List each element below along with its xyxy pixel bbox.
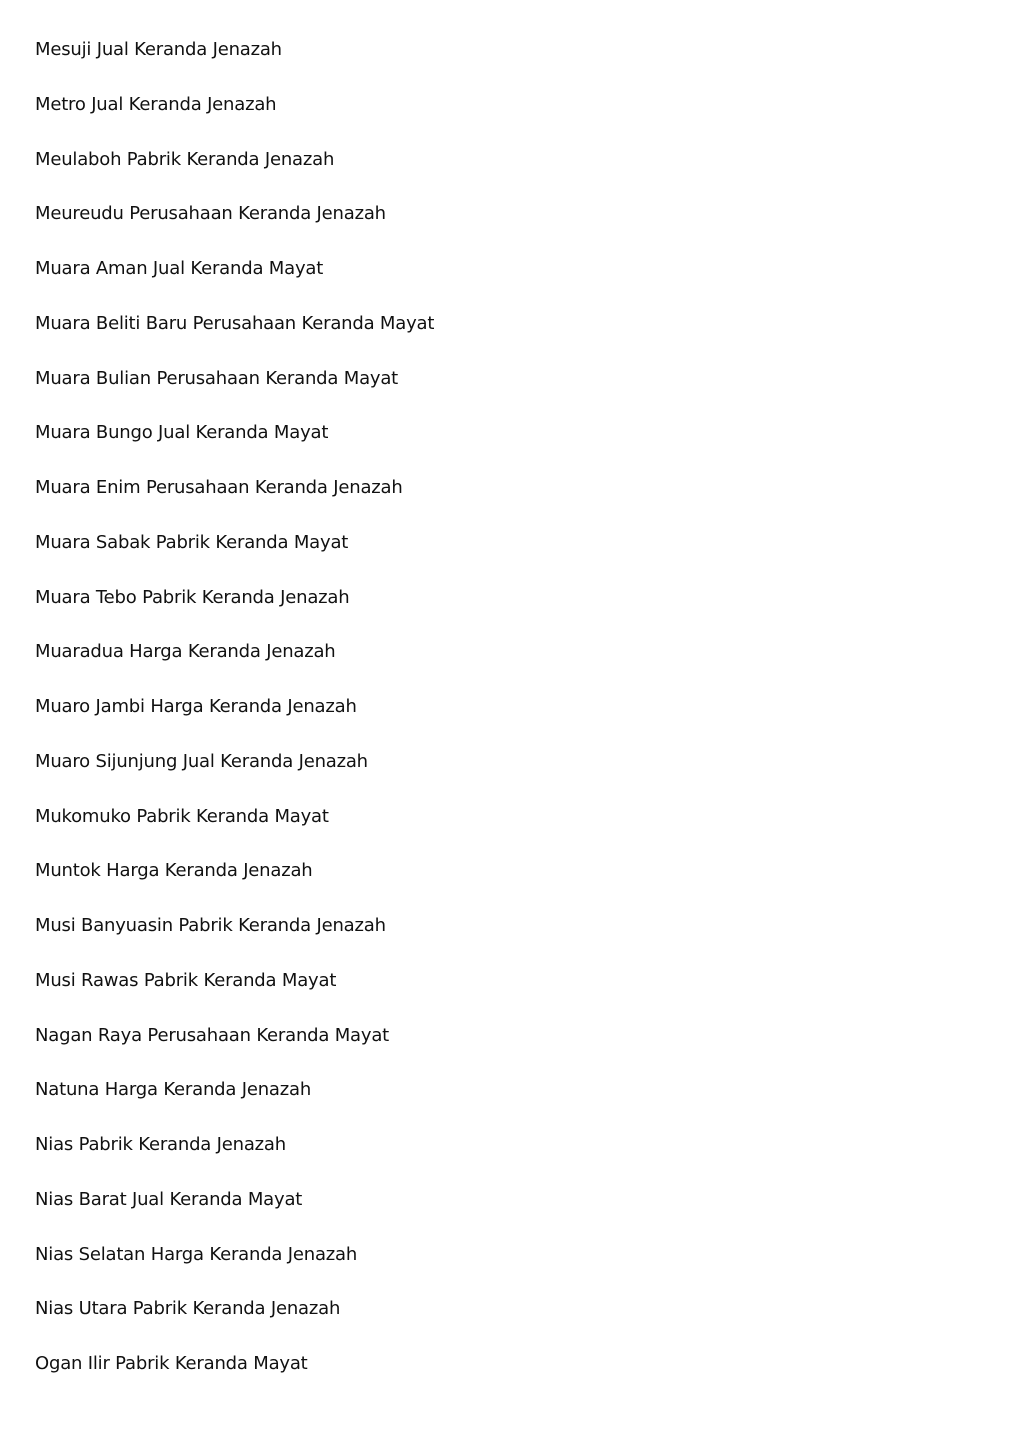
list-item: Muntok Harga Keranda Jenazah: [35, 860, 313, 882]
list-item: Musi Banyuasin Pabrik Keranda Jenazah: [35, 915, 386, 936]
list-item: Muara Sabak Pabrik Keranda Mayat: [35, 531, 349, 553]
list-item: Nagan Raya Perusahaan Keranda Mayat: [35, 1024, 390, 1046]
list-item: Muara Beliti Baru Perusahaan Keranda Mayat: [35, 312, 435, 334]
keyword-list: [35, 36, 434, 1405]
list-item: Natuna Harga Keranda Jenazah: [35, 1079, 312, 1101]
list-item: Meulaboh Pabrik Keranda Jenazah: [35, 148, 335, 170]
list-item: Meureudu Perusahaan Keranda Jenazah: [35, 203, 386, 225]
list-item: Muaro Sijunjung Jual Keranda Jenazah: [35, 750, 368, 772]
list-item: Nias Barat Jual Keranda Mayat: [35, 1188, 303, 1210]
list-item: Muaro Jambi Harga Keranda Jenazah: [35, 696, 357, 717]
list-item: Nias Pabrik Keranda Jenazah: [35, 1134, 286, 1155]
list-item: Musi Rawas Pabrik Keranda Mayat: [35, 969, 337, 991]
list-item: Muara Enim Perusahaan Keranda Jenazah: [35, 477, 403, 498]
list-item: Muara Bulian Perusahaan Keranda Mayat: [35, 367, 399, 389]
list-item: Ogan Ilir Pabrik Keranda Mayat: [35, 1353, 308, 1374]
list-item: Muara Bungo Jual Keranda Mayat: [35, 422, 329, 444]
list-item: Nias Utara Pabrik Keranda Jenazah: [35, 1298, 341, 1320]
list-item: Metro Jual Keranda Jenazah: [35, 93, 277, 115]
list-item: Muara Tebo Pabrik Keranda Jenazah: [35, 586, 350, 608]
list-item: Mukomuko Pabrik Keranda Mayat: [35, 805, 329, 827]
list-item: Mesuji Jual Keranda Jenazah: [35, 39, 282, 60]
list-item: Muaradua Harga Keranda Jenazah: [35, 641, 336, 663]
list-item: Muara Aman Jual Keranda Mayat: [35, 258, 324, 279]
list-item: Nias Selatan Harga Keranda Jenazah: [35, 1243, 358, 1265]
